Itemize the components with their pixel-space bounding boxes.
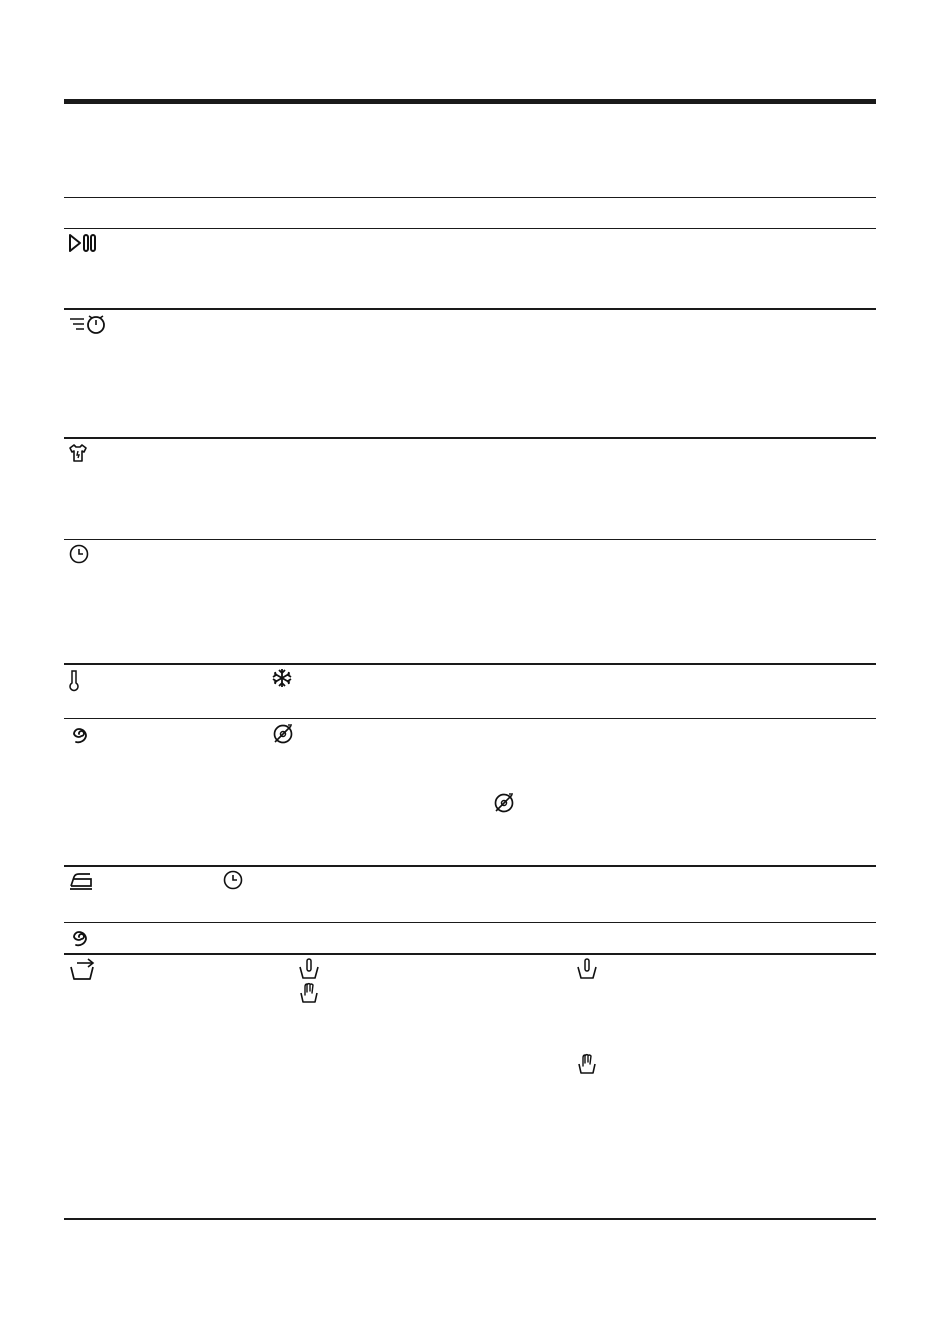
no-spin-icon xyxy=(493,792,515,814)
rinse-icon xyxy=(68,958,98,982)
start-pause-icon xyxy=(68,233,98,253)
table-divider xyxy=(64,922,876,923)
hand-wash-icon xyxy=(298,981,320,1005)
speed-end-time-icon xyxy=(68,313,108,335)
spin-icon xyxy=(68,723,90,745)
iron-icon xyxy=(68,870,94,890)
table-divider xyxy=(64,663,876,665)
table-divider xyxy=(64,539,876,540)
shirt-icon xyxy=(68,443,88,463)
hand-wash-icon xyxy=(576,1052,598,1076)
table-divider xyxy=(64,437,876,439)
table-divider xyxy=(64,953,876,955)
table-divider xyxy=(64,718,876,719)
table-divider xyxy=(64,228,876,229)
clock-icon xyxy=(68,543,90,565)
clock-icon xyxy=(222,869,244,891)
table-divider xyxy=(64,197,876,198)
prewash-icon xyxy=(298,957,320,981)
snowflake-icon xyxy=(272,668,292,688)
top-rule xyxy=(64,99,876,104)
no-spin-icon xyxy=(272,723,294,745)
table-divider xyxy=(64,308,876,310)
table-divider xyxy=(64,865,876,867)
spin-icon xyxy=(68,926,90,948)
prewash-icon xyxy=(576,957,598,981)
thermometer-icon xyxy=(68,669,80,691)
table-divider xyxy=(64,1218,876,1220)
